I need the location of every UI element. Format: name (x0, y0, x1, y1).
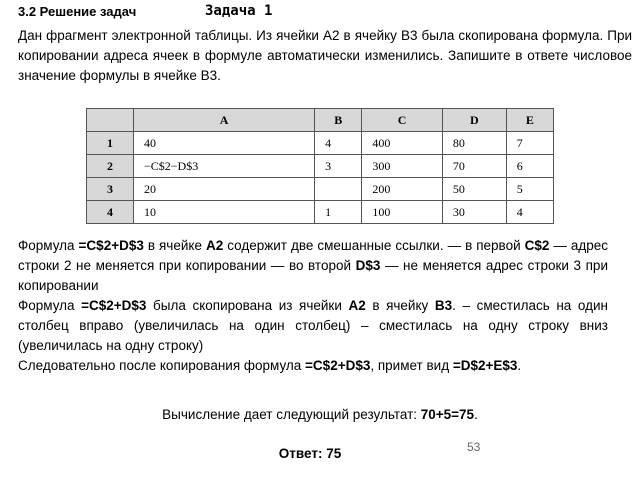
column-header-row (87, 109, 554, 132)
text: в ячейке (143, 238, 206, 253)
cell: 1 (315, 201, 362, 224)
text: Формула (18, 238, 79, 253)
spreadsheet-fragment (86, 108, 554, 224)
text: , примет вид (370, 358, 453, 373)
table-row (87, 132, 554, 155)
explanation (18, 236, 608, 376)
text: Вычисление дает следующий результат: (162, 407, 421, 422)
problem-statement: Дан фрагмент электронной таблицы. Из ячейки A2 в ячейку B3 была скопирована формула. При копировании адреса ячеек в формуле автоматически изменились. Запишите в ответе числовое значение формулы в ячейке B3. (18, 28, 632, 83)
cell: 6 (506, 155, 553, 178)
calculation-result (0, 407, 640, 422)
explanation-paragraph (18, 296, 608, 356)
cell-ref: D$3 (355, 258, 381, 273)
cell: 4 (506, 201, 553, 224)
column-header: C (362, 109, 443, 132)
cell: 100 (362, 201, 443, 224)
cell-ref: C$2 (524, 238, 550, 253)
task-title: Задача 1 (205, 3, 273, 19)
cell: 40 (134, 132, 315, 155)
text: содержит две смешанные ссылки. — в первой (223, 238, 525, 253)
cell: 10 (134, 201, 315, 224)
formula: =C$2+D$3 (78, 238, 144, 253)
cell: 70 (442, 155, 506, 178)
section-title: 3.2 Решение задач (18, 4, 137, 19)
formula: =C$2+D$3 (81, 298, 147, 313)
text: Следовательно после копирования формула (18, 358, 306, 373)
cell: 300 (362, 155, 443, 178)
cell: 80 (442, 132, 506, 155)
table-row (87, 201, 554, 224)
text: . (517, 358, 522, 373)
text: — адрес строки 2 не меняется при копировании — во второй (18, 238, 608, 273)
table-row (87, 155, 554, 178)
cell: 7 (506, 132, 553, 155)
cell: 20 (134, 178, 315, 201)
row-header: 2 (87, 155, 134, 178)
text: была скопирована из ячейки (146, 298, 349, 313)
explanation-paragraph (18, 356, 608, 376)
cell-ref: A2 (205, 238, 224, 253)
cell: 50 (442, 178, 506, 201)
row-header: 3 (87, 178, 134, 201)
explanation-paragraph (18, 236, 608, 296)
cell: 30 (442, 201, 506, 224)
text: Формула (18, 298, 82, 313)
cell: 4 (315, 132, 362, 155)
text: . – сместилась на один столбец вправо (увеличилась на один столбец) – сместилась на одну строку вниз (увеличилась на одну строку) (18, 298, 608, 353)
column-header: E (506, 109, 553, 132)
cell: 5 (506, 178, 553, 201)
cell: 3 (315, 155, 362, 178)
text: в ячейку (365, 298, 435, 313)
result-value: 70+5=75 (420, 407, 475, 422)
cell (315, 178, 362, 201)
cell-ref: B3 (434, 298, 453, 313)
formula: =C$2+D$3 (305, 358, 371, 373)
column-header: D (442, 109, 506, 132)
answer: Ответ: 75 (278, 446, 342, 461)
page-number: 53 (467, 440, 481, 454)
cell: 400 (362, 132, 443, 155)
table-row (87, 178, 554, 201)
cell: 200 (362, 178, 443, 201)
column-header: B (315, 109, 362, 132)
row-header: 4 (87, 201, 134, 224)
corner-cell (87, 109, 134, 132)
text: — не меняется адрес строки 3 при копировании (18, 258, 608, 293)
row-header: 1 (87, 132, 134, 155)
column-header: A (134, 109, 315, 132)
formula: =D$2+E$3 (452, 358, 518, 373)
cell: −C$2−D$3 (134, 155, 315, 178)
text: . (474, 407, 478, 422)
cell-ref: A2 (348, 298, 366, 313)
